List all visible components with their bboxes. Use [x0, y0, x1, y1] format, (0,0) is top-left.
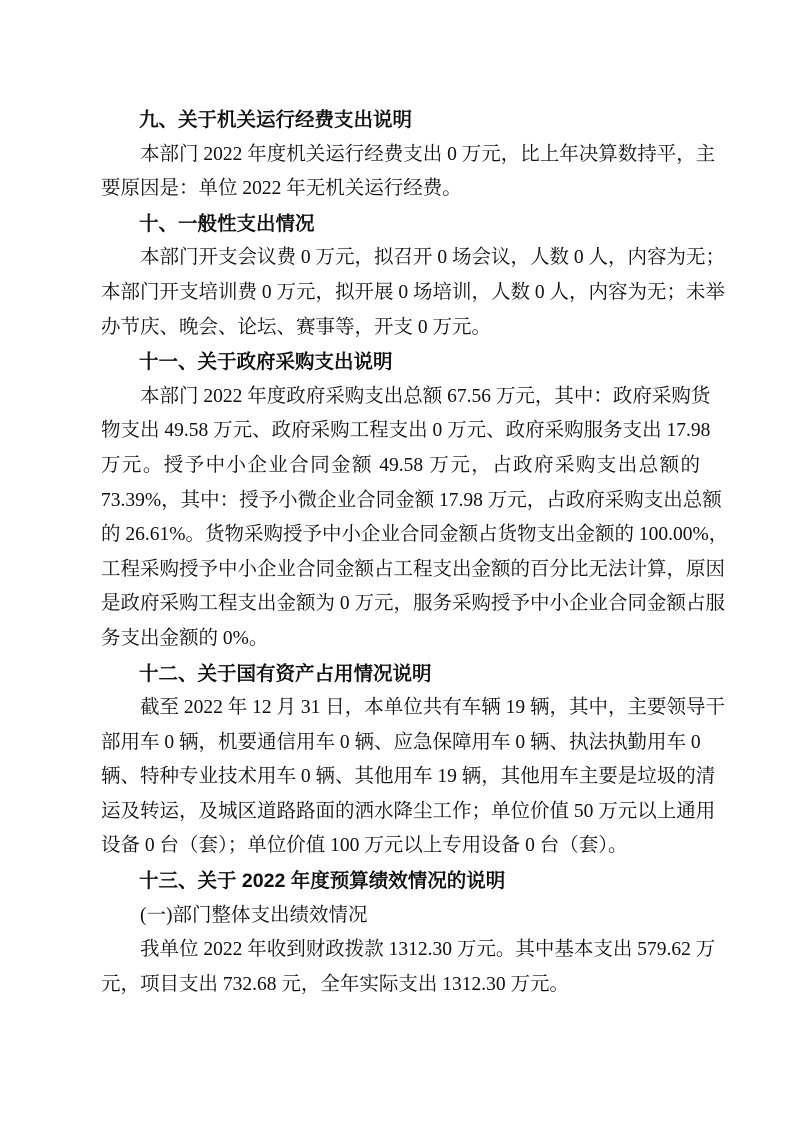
- paragraph-line: 73.39%，其中：授予小微企业合同金额 17.98 万元，占政府采购支出总额: [101, 489, 722, 511]
- paragraph-line: 务支出金额的 0%。: [101, 627, 269, 649]
- paragraph-line: 本部门 2022 年度政府采购支出总额 67.56 万元，其中：政府采购货: [140, 385, 711, 407]
- document-page: [101, 103, 729, 1002]
- paragraph-line: 工程采购授予中小企业合同金额占工程支出金额的百分比无法计算，原因: [101, 558, 726, 580]
- paragraph-line: 本部门 2022 年度机关运行经费支出 0 万元，比上年决算数持平，主: [140, 143, 716, 165]
- section-heading: 十二、关于国有资产占用情况说明: [139, 662, 432, 685]
- paragraph-line: 本部门开支会议费 0 万元，拟召开 0 场会议，人数 0 人，内容为无；: [140, 247, 726, 269]
- section-heading: 十三、关于 2022 年度预算绩效情况的说明: [139, 870, 506, 893]
- paragraph-line: 万元。授予中小企业合同金额 49.58 万元，占政府采购支出总额的: [101, 454, 700, 476]
- paragraph-line: 元，项目支出 732.68 元，全年实际支出 1312.30 万元。: [101, 973, 570, 995]
- paragraph-line: 截至 2022 年 12 月 31 日，本单位共有车辆 19 辆，其中，主要领导干: [140, 697, 726, 719]
- paragraph-line: 部用车 0 辆，机要通信用车 0 辆、应急保障用车 0 辆、执法执勤用车 0: [101, 731, 701, 753]
- paragraph-line: (一)部门整体支出绩效情况: [140, 904, 368, 926]
- section-heading: 十、一般性支出情况: [139, 212, 315, 235]
- paragraph-line: 物支出 49.58 万元、政府采购工程支出 0 万元、政府采购服务支出 17.98: [101, 420, 711, 442]
- paragraph-line: 我单位 2022 年收到财政拨款 1312.30 万元。其中基本支出 579.62 万: [140, 939, 716, 961]
- paragraph-line: 设备 0 台（套）；单位价值 100 万元以上专用设备 0 台（套）。: [101, 835, 628, 857]
- paragraph-line: 是政府采购工程支出金额为 0 万元，服务采购授予中小企业合同金额占服: [101, 593, 726, 615]
- paragraph-line: 运及转运，及城区道路路面的洒水降尘工作；单位价值 50 万元以上通用: [101, 800, 716, 822]
- paragraph-line: 要原因是：单位 2022 年无机关运行经费。: [101, 178, 462, 200]
- paragraph-line: 本部门开支培训费 0 万元，拟开展 0 场培训，人数 0 人，内容为无；未举: [101, 281, 726, 303]
- section-heading: 九、关于机关运行经费支出说明: [139, 109, 413, 131]
- paragraph-line: 的 26.61%。货物采购授予中小企业合同金额占货物支出金额的 100.00%，: [101, 524, 729, 546]
- paragraph-line: 办节庆、晚会、论坛、赛事等，开支 0 万元。: [101, 316, 492, 338]
- section-heading: 十一、关于政府采购支出说明: [139, 351, 393, 374]
- paragraph-line: 辆、特种专业技术用车 0 辆、其他用车 19 辆，其他用车主要是垃圾的清: [101, 766, 716, 788]
